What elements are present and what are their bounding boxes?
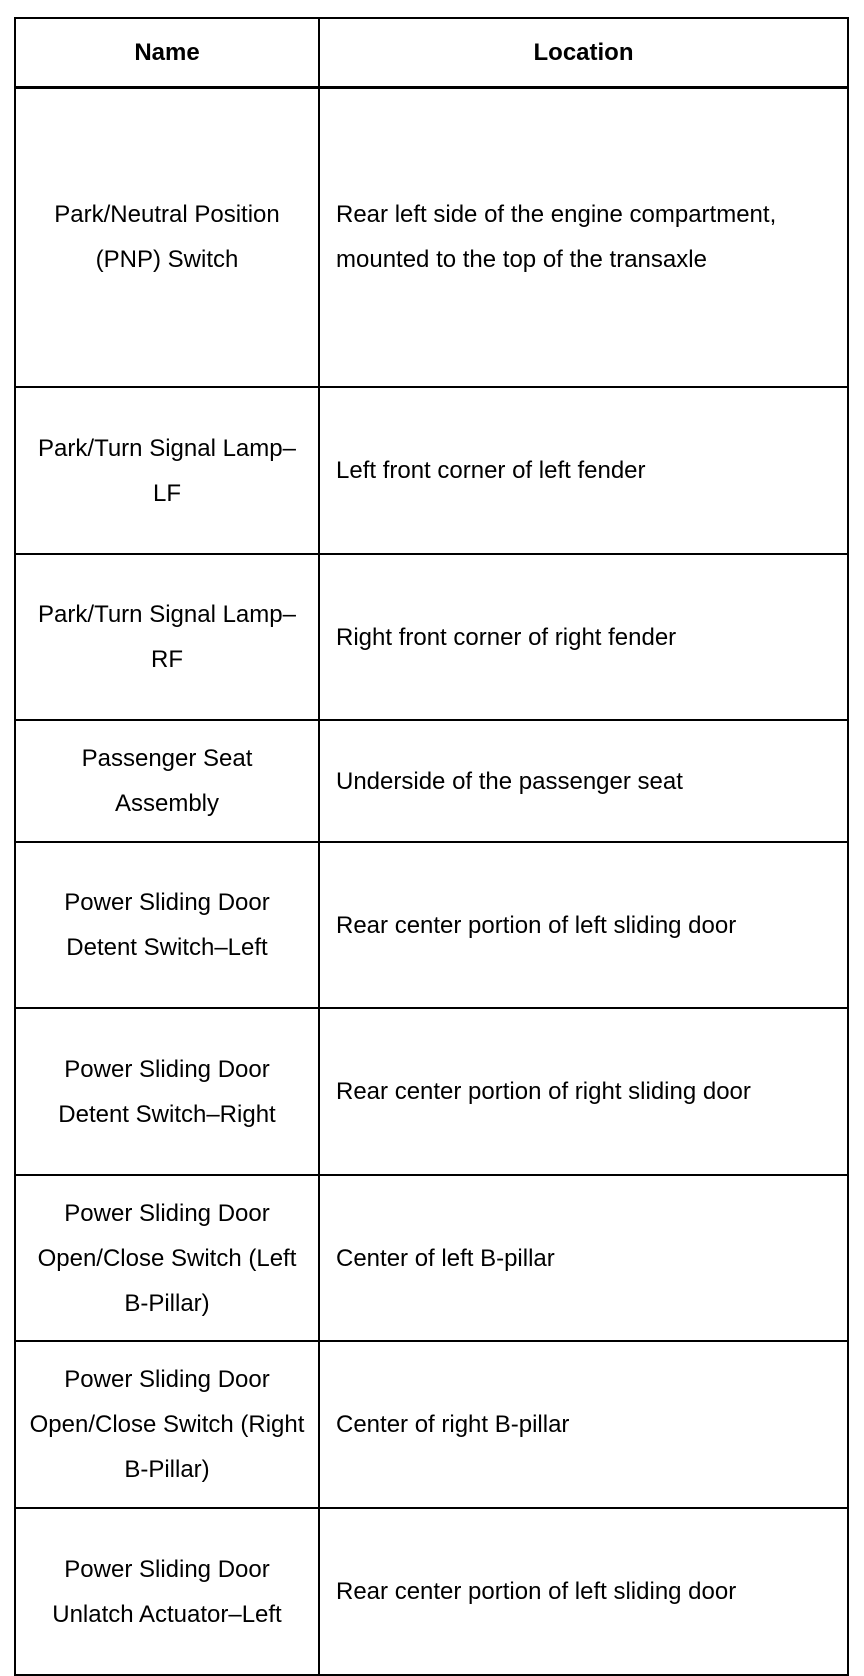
name-column-header: Name bbox=[15, 18, 319, 87]
component-location-table bbox=[14, 17, 849, 1676]
component-name-cell: Park/Turn Signal Lamp–LF bbox=[15, 387, 319, 554]
component-name-cell: Power Sliding Door Detent Switch–Right bbox=[15, 1008, 319, 1175]
component-location-cell: Underside of the passenger seat bbox=[319, 720, 848, 842]
table-row bbox=[15, 842, 848, 1008]
table-row bbox=[15, 720, 848, 842]
component-location-cell: Right front corner of right fender bbox=[319, 554, 848, 720]
component-name-cell: Power Sliding Door Unlatch Actuator–Left bbox=[15, 1508, 319, 1675]
component-location-cell: Rear center portion of left sliding door bbox=[319, 842, 848, 1008]
component-name-cell: Park/Neutral Position (PNP) Switch bbox=[15, 87, 319, 387]
component-location-cell: Rear center portion of right sliding door bbox=[319, 1008, 848, 1175]
table-row bbox=[15, 1175, 848, 1341]
component-name-cell: Power Sliding Door Detent Switch–Left bbox=[15, 842, 319, 1008]
component-location-cell: Rear center portion of left sliding door bbox=[319, 1508, 848, 1675]
component-name-cell: Power Sliding Door Open/Close Switch (Right B-Pillar) bbox=[15, 1341, 319, 1508]
header-row bbox=[15, 18, 848, 87]
component-location-cell: Center of right B-pillar bbox=[319, 1341, 848, 1508]
component-location-cell: Left front corner of left fender bbox=[319, 387, 848, 554]
component-location-cell: Rear left side of the engine compartment, mounted to the top of the transaxle bbox=[319, 87, 848, 387]
component-name-cell: Passenger Seat Assembly bbox=[15, 720, 319, 842]
table-row bbox=[15, 87, 848, 387]
component-location-cell: Center of left B-pillar bbox=[319, 1175, 848, 1341]
table-row bbox=[15, 1008, 848, 1175]
table-row bbox=[15, 387, 848, 554]
table-row bbox=[15, 554, 848, 720]
component-name-cell: Power Sliding Door Open/Close Switch (Left B-Pillar) bbox=[15, 1175, 319, 1341]
component-name-cell: Park/Turn Signal Lamp–RF bbox=[15, 554, 319, 720]
table-row bbox=[15, 1341, 848, 1508]
table-row bbox=[15, 1508, 848, 1675]
location-column-header: Location bbox=[319, 18, 848, 87]
